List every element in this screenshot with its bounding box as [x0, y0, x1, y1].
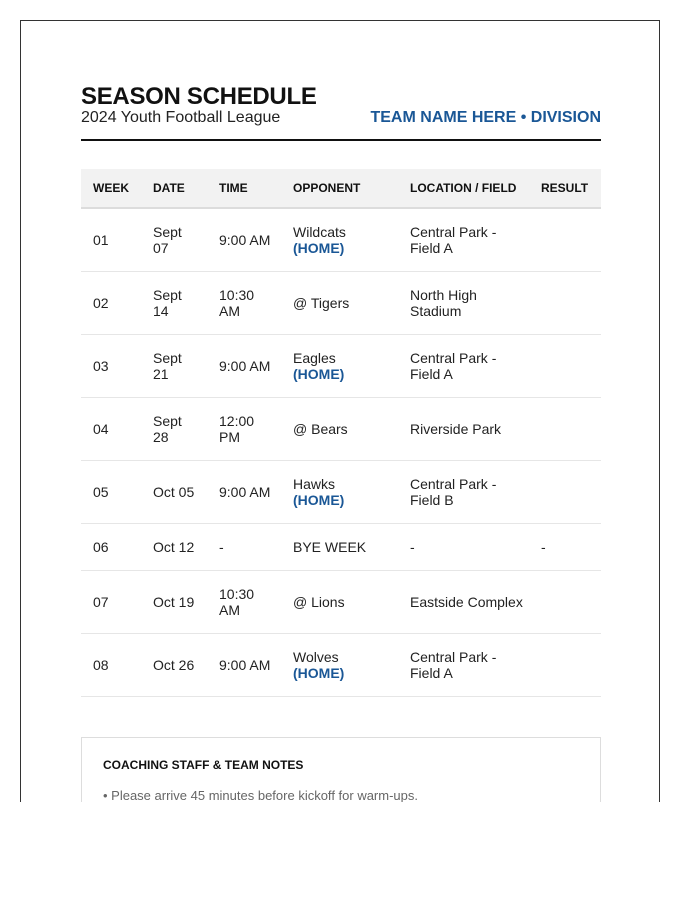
team-notes-box — [81, 737, 601, 802]
notes-line: • Please arrive 45 minutes before kickoff for warm-ups. — [103, 788, 418, 802]
table-row — [81, 208, 601, 272]
opponent-cell: @ Bears — [281, 398, 398, 461]
column-header-time: TIME — [207, 169, 281, 208]
opponent-name: Hawks — [293, 476, 336, 492]
table-row — [81, 571, 601, 634]
table-row — [81, 634, 601, 697]
result-cell — [529, 335, 601, 398]
home-game-label: (HOME) — [293, 492, 345, 508]
location-cell: - — [398, 524, 529, 571]
opponent-name: Wildcats — [293, 224, 346, 240]
week-cell: 08 — [81, 634, 141, 697]
date-cell: Sept 21 — [141, 335, 207, 398]
team-division-label: TEAM NAME HERE • DIVISION — [370, 109, 601, 126]
date-cell: Sept 07 — [141, 208, 207, 272]
time-cell: 9:00 AM — [207, 634, 281, 697]
home-game-label: (HOME) — [293, 665, 345, 681]
location-cell: Central Park - Field A — [398, 335, 529, 398]
opponent-name: Wolves — [293, 649, 339, 665]
home-game-label: (HOME) — [293, 366, 345, 382]
page-title: SEASON SCHEDULE — [81, 83, 317, 110]
date-cell: Sept 28 — [141, 398, 207, 461]
result-cell — [529, 208, 601, 272]
week-cell: 02 — [81, 272, 141, 335]
week-cell: 03 — [81, 335, 141, 398]
schedule-sheet — [20, 20, 660, 802]
table-row — [81, 335, 601, 398]
home-game-label: (HOME) — [293, 240, 345, 256]
notes-title: COACHING STAFF & TEAM NOTES — [103, 758, 304, 772]
location-cell: Central Park - Field A — [398, 634, 529, 697]
column-header-opponent: OPPONENT — [281, 169, 398, 208]
schedule-table — [81, 169, 601, 697]
week-cell: 05 — [81, 461, 141, 524]
week-cell: 04 — [81, 398, 141, 461]
column-header-week: WEEK — [81, 169, 141, 208]
opponent-cell — [281, 208, 398, 272]
location-cell: Eastside Complex — [398, 571, 529, 634]
time-cell: 12:00 PM — [207, 398, 281, 461]
opponent-cell — [281, 335, 398, 398]
date-cell: Oct 05 — [141, 461, 207, 524]
table-row — [81, 398, 601, 461]
table-header-row — [81, 169, 601, 208]
week-cell: 01 — [81, 208, 141, 272]
time-cell: - — [207, 524, 281, 571]
result-cell — [529, 272, 601, 335]
opponent-name: Eagles — [293, 350, 336, 366]
location-cell: Central Park - Field A — [398, 208, 529, 272]
table-row — [81, 272, 601, 335]
time-cell: 9:00 AM — [207, 208, 281, 272]
date-cell: Oct 12 — [141, 524, 207, 571]
result-cell — [529, 398, 601, 461]
time-cell: 9:00 AM — [207, 461, 281, 524]
table-row-bye-week — [81, 524, 601, 571]
location-cell: Central Park - Field B — [398, 461, 529, 524]
location-cell: Riverside Park — [398, 398, 529, 461]
date-cell: Sept 14 — [141, 272, 207, 335]
result-cell: - — [529, 524, 601, 571]
page-header — [81, 81, 601, 141]
week-cell: 07 — [81, 571, 141, 634]
opponent-cell — [281, 634, 398, 697]
date-cell: Oct 19 — [141, 571, 207, 634]
opponent-cell: @ Tigers — [281, 272, 398, 335]
time-cell: 10:30 AM — [207, 272, 281, 335]
column-header-date: DATE — [141, 169, 207, 208]
table-row — [81, 461, 601, 524]
result-cell — [529, 571, 601, 634]
opponent-cell — [281, 461, 398, 524]
week-cell: 06 — [81, 524, 141, 571]
column-header-result: RESULT — [529, 169, 601, 208]
date-cell: Oct 26 — [141, 634, 207, 697]
opponent-cell: @ Lions — [281, 571, 398, 634]
time-cell: 10:30 AM — [207, 571, 281, 634]
result-cell — [529, 634, 601, 697]
time-cell: 9:00 AM — [207, 335, 281, 398]
location-cell: North High Stadium — [398, 272, 529, 335]
page-subtitle: 2024 Youth Football League — [81, 109, 281, 126]
column-header-location: LOCATION / FIELD — [398, 169, 529, 208]
result-cell — [529, 461, 601, 524]
opponent-cell: BYE WEEK — [281, 524, 398, 571]
